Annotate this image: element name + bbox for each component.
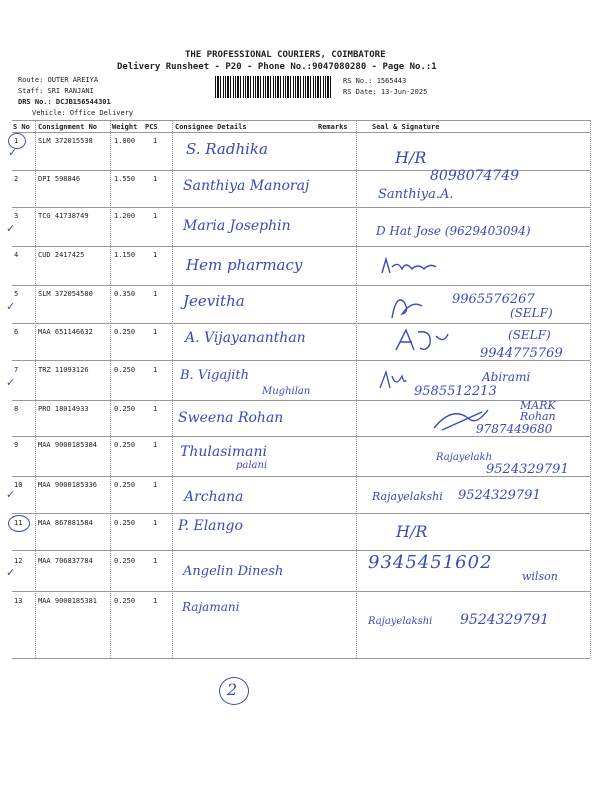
signature: H/R [395, 148, 427, 167]
row-weight: 1.200 [114, 212, 136, 220]
signature: H/R [396, 522, 428, 541]
check-mark: ✓ [6, 376, 16, 389]
row-weight: 0.250 [114, 597, 136, 605]
row-pcs: 1 [153, 366, 158, 374]
row-divider [12, 285, 590, 286]
consignee-name: B. Vigajith [180, 368, 249, 383]
row-weight: 1.000 [114, 137, 136, 145]
col-consignment: Consignment No [38, 123, 98, 131]
signature: 9345451602 [368, 552, 493, 573]
row-pcs: 1 [153, 597, 158, 605]
consignee-name: Hem pharmacy [186, 256, 303, 274]
col-pcs: PCS [145, 123, 158, 131]
row-weight: 0.350 [114, 290, 136, 298]
signature-scribble [388, 292, 428, 322]
signature-2: 9524329791 [458, 488, 541, 503]
row-pcs: 1 [153, 441, 158, 449]
signature: 8098074749 [430, 168, 520, 184]
row-consignment: MAA 9000185381 [38, 597, 98, 605]
signature-2: wilson [522, 570, 558, 583]
row-sno: 4 [14, 251, 19, 259]
consignee-name: Maria Josephin [183, 218, 291, 234]
signature-2: (SELF) [510, 306, 553, 320]
row-divider [12, 360, 590, 361]
row-sno: 5 [14, 290, 19, 298]
signature-2: 9524329791 [486, 462, 569, 477]
row-weight: 0.250 [114, 441, 136, 449]
consignee-name: Archana [184, 489, 244, 505]
row-consignment: MAA 867881584 [38, 519, 93, 527]
check-mark: ✓ [8, 146, 18, 159]
row-pcs: 1 [153, 328, 158, 336]
col-seal: Seal & Signature [372, 123, 440, 131]
signature-scribble [378, 370, 408, 390]
row-pcs: 1 [153, 251, 158, 259]
col-sep [172, 120, 173, 658]
consignee-name: Angelin Dinesh [183, 564, 284, 579]
row-pcs: 1 [153, 557, 158, 565]
row-divider [12, 400, 590, 401]
row-consignment: MAA 9000185384 [38, 441, 98, 449]
row-sno: 13 [14, 597, 23, 605]
col-sep [590, 120, 591, 658]
col-consignee: Consignee Details [175, 123, 247, 131]
drs-label: DRS No.: DCJB156544301 [18, 98, 111, 106]
row-sno: 1 [14, 137, 19, 145]
row-pcs: 1 [153, 137, 158, 145]
row-sno: 11 [14, 519, 23, 527]
row-pcs: 1 [153, 212, 158, 220]
signature-2: 9787449680 [476, 422, 553, 436]
row-consignment: MAA 706837784 [38, 557, 93, 565]
row-pcs: 1 [153, 175, 158, 183]
row-pcs: 1 [153, 481, 158, 489]
row-sno: 2 [14, 175, 19, 183]
col-sno: S No [13, 123, 30, 131]
col-sep [356, 120, 357, 658]
signature: D Hat Jose (9629403094) [376, 224, 531, 238]
check-mark: ✓ [6, 566, 16, 579]
signature: Abirami [482, 370, 531, 384]
signature: Rajayelakshi [372, 490, 443, 503]
consignee-name: S. Radhika [186, 140, 268, 158]
row-sno: 8 [14, 405, 19, 413]
consignee-sub: Mughilan [262, 386, 311, 397]
row-sno: 7 [14, 366, 19, 374]
company-title: THE PROFESSIONAL COURIERS, COIMBATORE [185, 50, 386, 60]
check-mark: ✓ [6, 222, 16, 235]
signature-2: Santhiya.A. [378, 187, 454, 202]
row-pcs: 1 [153, 290, 158, 298]
signature: 9965576267 [452, 292, 535, 307]
row-divider [12, 591, 590, 592]
col-sep [110, 120, 111, 658]
row-divider [12, 436, 590, 437]
consignee-name: Jeevitha [183, 292, 245, 310]
row-weight: 0.250 [114, 328, 136, 336]
signature-2: 9524329791 [460, 612, 550, 628]
row-sno: 10 [14, 481, 23, 489]
col-weight: Weight [112, 123, 138, 131]
row-sno: 9 [14, 441, 19, 449]
row-weight: 0.250 [114, 557, 136, 565]
signature: Rajayelakh [436, 452, 493, 463]
signature-2: 9944775769 [480, 346, 563, 361]
row-weight: 0.250 [114, 519, 136, 527]
consignee-sub: palani [236, 460, 268, 471]
row-consignment: PRO 18014933 [38, 405, 89, 413]
row-sno: 6 [14, 328, 19, 336]
row-consignment: MAA 651146632 [38, 328, 93, 336]
page-count: 2 [227, 680, 238, 699]
col-remarks: Remarks [318, 123, 348, 131]
signature: Rajayelakshi [368, 616, 433, 627]
consignee-name: Sweena Rohan [178, 410, 284, 426]
vehicle-label: Vehicle: Office Delivery [32, 109, 134, 117]
row-weight: 1.550 [114, 175, 136, 183]
row-divider [12, 513, 590, 514]
row-sno: 12 [14, 557, 23, 565]
row-consignment: DPI 598846 [38, 175, 81, 183]
signature-scribble [392, 326, 452, 354]
row-pcs: 1 [153, 405, 158, 413]
row-divider [12, 658, 590, 659]
signature: MARK Rohan [520, 399, 556, 423]
signature: (SELF) [508, 328, 551, 342]
runsheet-title: Delivery Runsheet - P20 - Phone No.:9047080280 - Page No.:1 [117, 62, 437, 72]
signature-2: 9585512213 [414, 384, 497, 399]
row-divider [12, 323, 590, 324]
row-weight: 0.250 [114, 405, 136, 413]
row-divider [12, 550, 590, 551]
row-sno: 3 [14, 212, 19, 220]
signature-scribble [380, 255, 440, 277]
route-label: Route: OUTER AREIYA [18, 76, 99, 84]
row-consignment: TCG 41738749 [38, 212, 89, 220]
check-mark: ✓ [6, 300, 16, 313]
row-weight: 1.150 [114, 251, 136, 259]
rs-date-label: RS Date: 13-Jun-2025 [343, 88, 428, 96]
row-consignment: SLM 372054580 [38, 290, 93, 298]
header-bottom-rule [12, 132, 590, 133]
row-divider [12, 476, 590, 477]
row-consignment: TRZ 11093126 [38, 366, 89, 374]
header-top-rule [12, 120, 590, 121]
row-consignment: MAA 9000185336 [38, 481, 98, 489]
row-circle-mark [8, 515, 30, 532]
row-consignment: SLM 372015538 [38, 137, 93, 145]
row-divider [12, 246, 590, 247]
consignee-name: Thulasimani [180, 444, 267, 460]
rs-no-label: RS No.: 1565443 [343, 77, 407, 85]
col-sep [35, 120, 36, 658]
barcode [215, 76, 333, 98]
consignee-name: Rajamani [182, 600, 240, 614]
consignee-name: Santhiya Manoraj [183, 178, 310, 194]
row-pcs: 1 [153, 519, 158, 527]
row-consignment: CUD 2417425 [38, 251, 85, 259]
row-weight: 0.250 [114, 366, 136, 374]
row-divider [12, 207, 590, 208]
row-weight: 0.250 [114, 481, 136, 489]
staff-label: Staff: SRI RANJANI [18, 87, 94, 95]
check-mark: ✓ [6, 488, 16, 501]
consignee-name: A. Vijayananthan [185, 330, 306, 346]
consignee-name: P. Elango [178, 518, 243, 534]
